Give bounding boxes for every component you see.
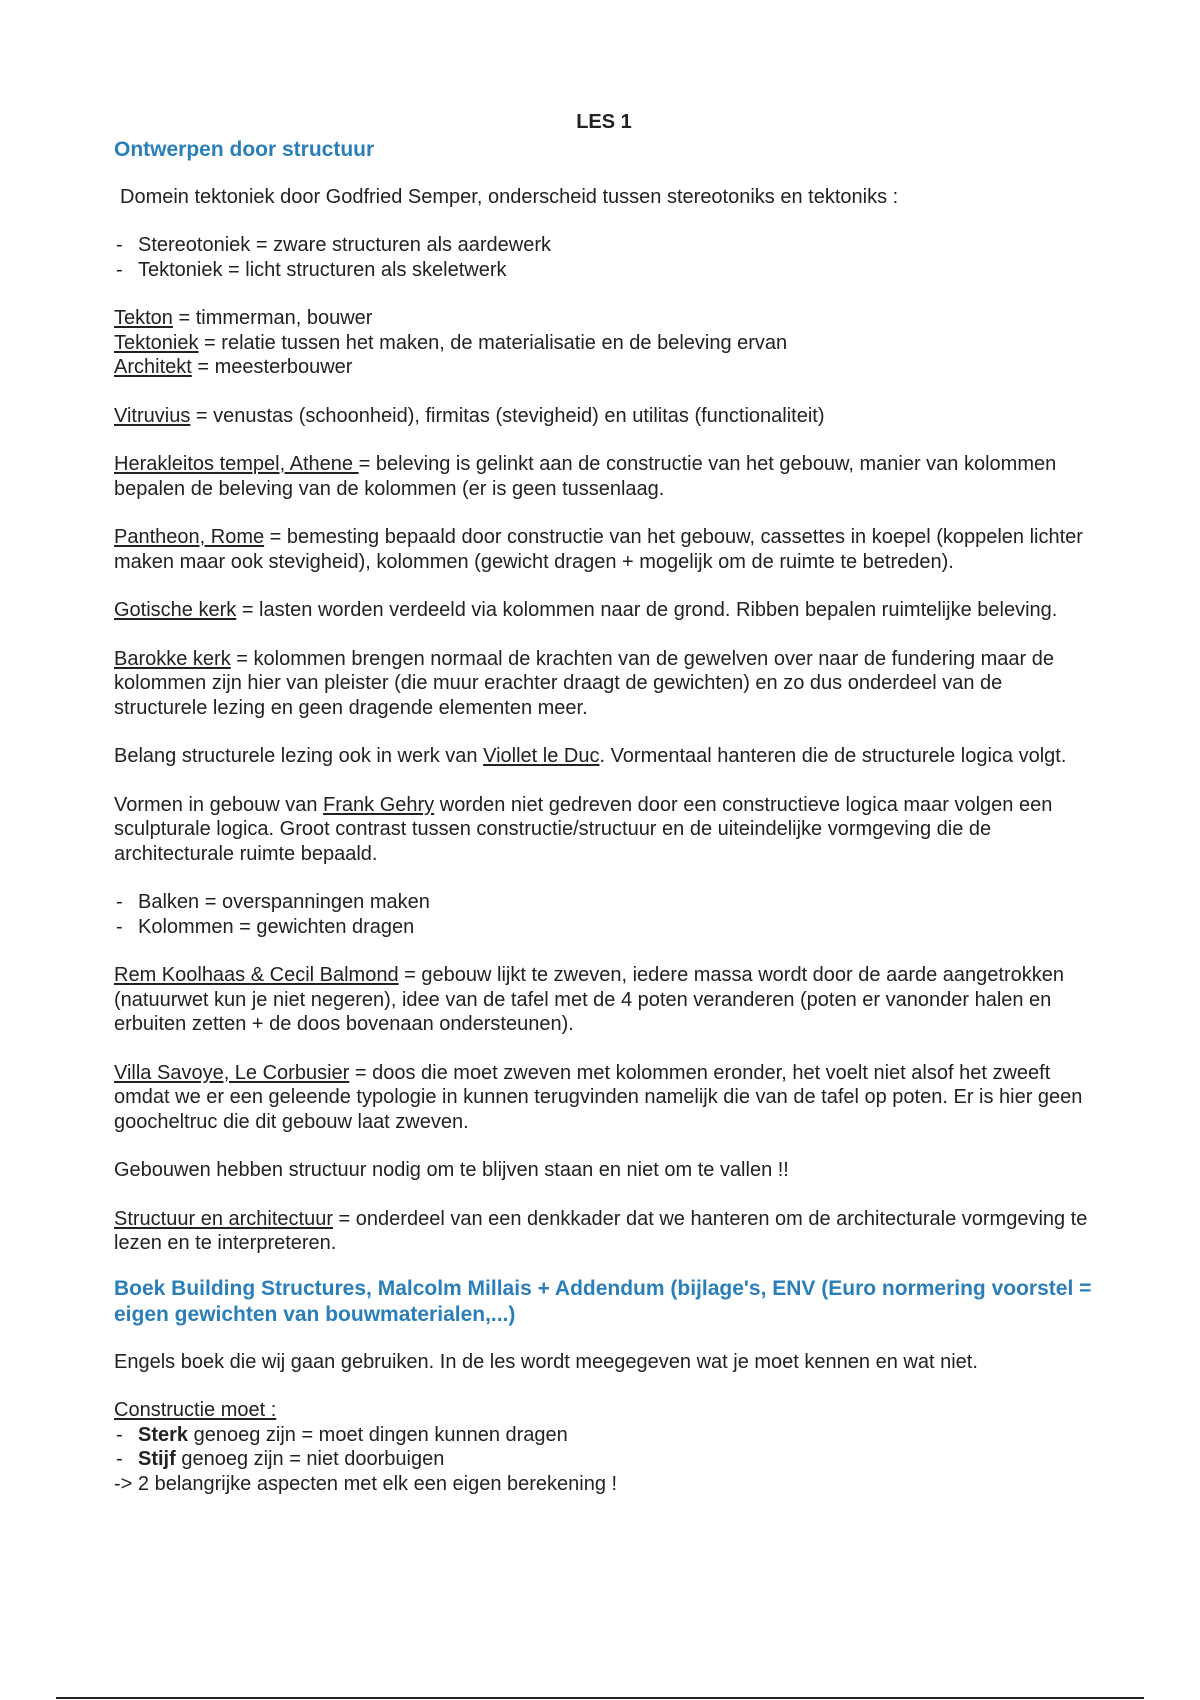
structure-architecture-paragraph: Structuur en architectuur = onderdeel van een denkkader dat we hanteren om de architecturale vormgeving te lezen en te interpreteren.: [114, 1207, 1088, 1254]
list-item: - Kolommen = gewichten dragen: [114, 915, 1094, 940]
construction-conclusion: -> 2 belangrijke aspecten met elk een eigen berekening !: [114, 1472, 618, 1495]
tectonics-list: [114, 233, 1094, 282]
definition-architekt: Architekt = meesterbouwer: [114, 356, 353, 378]
herakleitos-paragraph: Herakleitos tempel, Athene = beleving is gelinkt aan de constructie van het gebouw, manier van kolommen bepalen de beleving van de kolommen (er is geen tussenlaag.: [114, 453, 1057, 500]
book-heading: Boek Building Structures, Malcolm Millais + Addendum (bijlage's, ENV (Euro normering voorstel = eigen gewichten van bouwmaterialen,...): [114, 1276, 1092, 1326]
page-title: LES 1: [576, 111, 632, 133]
construction-label: Constructie moet :: [114, 1399, 277, 1421]
list-item: - Tektoniek = licht structuren als skeletwerk: [114, 258, 1094, 283]
section-heading: Ontwerpen door structuur: [114, 137, 375, 161]
vitruvius-paragraph: Vitruvius = venustas (schoonheid), firmitas (stevigheid) en utilitas (functionaliteit): [114, 404, 825, 427]
buildings-paragraph: Gebouwen hebben structuur nodig om te blijven staan en niet om te vallen !!: [114, 1159, 789, 1181]
intro-paragraph: Domein tektoniek door Godfried Semper, onderscheid tussen stereotoniks en tektoniks :: [120, 185, 899, 208]
list-item: - Sterk genoeg zijn = moet dingen kunnen dragen: [114, 1423, 1094, 1448]
definition-tektoniek: Tektoniek = relatie tussen het maken, de materialisatie en de beleving ervan: [114, 331, 788, 354]
beams-columns-list: [114, 890, 1094, 939]
gehry-paragraph: Vormen in gebouw van Frank Gehry worden niet gedreven door een constructieve logica maar volgen een sculpturale logica. Groot contrast tussen constructie/structuur en de uiteindelijke vormgeving die de architecturale ruimte bepaald.: [114, 793, 1053, 865]
koolhaas-paragraph: Rem Koolhaas & Cecil Balmond = gebouw lijkt te zweven, iedere massa wordt door de aarde aangetrokken (natuurwet kun je niet negeren), idee van de tafel met de 4 poten veranderen (poten er vanonder halen en erbuiten zetten + de doos bovenaan ondersteunen).: [114, 964, 1064, 1035]
bottom-divider: [56, 1697, 1144, 1699]
baroque-church-paragraph: Barokke kerk = kolommen brengen normaal de krachten van de gewelven over naar de fundering maar de kolommen zijn hier van pleister (die muur erachter draagt de gewichten) en zo dus onderdeel van de structurele lezing en geen dragende elementen meer.: [114, 647, 1054, 719]
document-page: [114, 110, 1094, 1496]
list-item: - Balken = overspanningen maken: [114, 890, 1094, 915]
construction-list: [114, 1423, 1094, 1472]
list-item: - Stijf genoeg zijn = niet doorbuigen: [114, 1447, 1094, 1472]
gothic-church-paragraph: Gotische kerk = lasten worden verdeeld via kolommen naar de grond. Ribben bepalen ruimtelijke beleving.: [114, 599, 1058, 621]
list-item: - Stereotoniek = zware structuren als aardewerk: [114, 233, 1094, 258]
pantheon-paragraph: Pantheon, Rome = bemesting bepaald door constructie van het gebouw, cassettes in koepel (koppelen lichter maken maar ook stevigheid), kolommen (gewicht dragen + mogelijk om de ruimte te betreden).: [114, 526, 1083, 573]
definition-tekton: Tekton = timmerman, bouwer: [114, 307, 373, 329]
savoye-paragraph: Villa Savoye, Le Corbusier = doos die moet zweven met kolommen eronder, het voelt niet alsof het zweeft omdat we er een geleende typologie in kunnen terugvinden namelijk die van de tafel op poten. Er is hier geen goocheltruc die dit gebouw laat zweven.: [114, 1061, 1083, 1133]
english-book-paragraph: Engels boek die wij gaan gebruiken. In de les wordt meegegeven wat je moet kennen en wat niet.: [114, 1350, 978, 1373]
viollet-paragraph: Belang structurele lezing ook in werk van Viollet le Duc. Vormentaal hanteren die de structurele logica volgt.: [114, 745, 1067, 767]
